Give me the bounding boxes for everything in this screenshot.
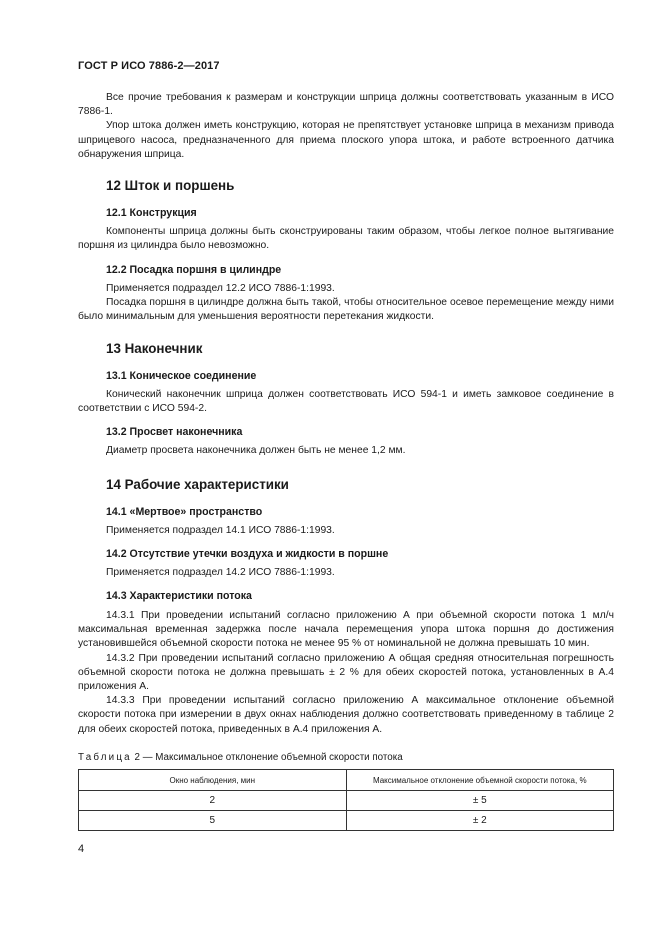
flow-deviation-table: [78, 769, 614, 831]
paragraph: Конический наконечник шприца должен соответствовать ИСО 594-1 и иметь замковое соединение в соответствии с ИСО 594-2.: [78, 389, 614, 415]
page-number: 4: [78, 843, 85, 855]
document-header: ГОСТ Р ИСО 7886-2—2017: [78, 60, 220, 72]
table-caption-text: 2 — Максимальное отклонение объемной скорости потока: [134, 752, 403, 763]
table-cell: ± 2: [346, 811, 614, 831]
section-12-2-text: [78, 282, 614, 325]
section-14-1-text: [78, 524, 614, 538]
paragraph: Посадка поршня в цилиндре должна быть такой, чтобы относительное осевое перемещение между ними было минимальным для уменьшения вероятности перетекания жидкости.: [78, 297, 614, 323]
section-13-1-text: [78, 388, 614, 416]
table-header-cell: Окно наблюдения, мин: [79, 770, 347, 791]
subsection-heading-12-1: 12.1 Конструкция: [106, 207, 197, 219]
subsection-heading-12-2: 12.2 Посадка поршня в цилиндре: [106, 264, 282, 276]
paragraph: 14.3.3 При проведении испытаний согласно приложению А максимальное отклонение объемной скорости потока при измерении в двух окнах наблюдения должно соответствовать приведенному в таблице 2 для обеих скоростей потока, приведенных в А.4 приложения А.: [78, 695, 614, 735]
section-heading-13: 13 Наконечник: [106, 341, 203, 356]
section-14-3-text: [78, 609, 614, 737]
paragraph: Применяется подраздел 14.2 ИСО 7886-1:1993.: [106, 567, 335, 578]
paragraph: Все прочие требования к размерам и конструкции шприца должны соответствовать указанным в ИСО 7886-1.: [78, 92, 614, 118]
section-13-2-text: [78, 444, 614, 458]
table-cell: 2: [79, 791, 347, 811]
section-14-2-text: [78, 566, 614, 580]
paragraph: Применяется подраздел 12.2 ИСО 7886-1:1993.: [106, 283, 335, 294]
paragraph: Диаметр просвета наконечника должен быть не менее 1,2 мм.: [106, 445, 406, 456]
paragraph: 14.3.2 При проведении испытаний согласно приложению А общая средняя относительная погрешность объемной скорости потока не должна превышать ± 2 % для обеих скоростей потока, установленных в А.4 приложения А.: [78, 652, 614, 693]
subsection-heading-14-3: 14.3 Характеристики потока: [106, 590, 252, 602]
table-row: [79, 811, 614, 831]
intro-text: [78, 91, 614, 162]
table-caption: [78, 752, 403, 763]
paragraph: Упор штока должен иметь конструкцию, которая не препятствует установке шприца в механизм привода шприцевого насоса, предназначенного для приема плоского упора штока, и работе встроенного датчика обнаружения шприца.: [78, 120, 614, 160]
table-caption-label: Таблица: [78, 752, 132, 763]
table-cell: ± 5: [346, 791, 614, 811]
section-heading-12: 12 Шток и поршень: [106, 178, 235, 193]
paragraph: 14.3.1 При проведении испытаний согласно приложению А при объемной скорости потока 1 мл/ч максимальная временная задержка после начала перемещения упора штока поршня до достижения установившейся объемной скорости потока не менее 95 % от номинальной не должна превышать 10 мин.: [78, 610, 614, 650]
subsection-heading-14-2: 14.2 Отсутствие утечки воздуха и жидкости в поршне: [106, 548, 389, 560]
subsection-heading-14-1: 14.1 «Мертвое» пространство: [106, 506, 263, 518]
table-header-cell: Максимальное отклонение объемной скорости потока, %: [346, 770, 614, 791]
section-12-1-text: [78, 225, 614, 253]
table-header-row: [79, 770, 614, 791]
section-heading-14: 14 Рабочие характеристики: [106, 477, 289, 492]
paragraph: Применяется подраздел 14.1 ИСО 7886-1:1993.: [106, 525, 335, 536]
subsection-heading-13-1: 13.1 Коническое соединение: [106, 370, 257, 382]
table-cell: 5: [79, 811, 347, 831]
table-row: [79, 791, 614, 811]
paragraph: Компоненты шприца должны быть сконструированы таким образом, чтобы легкое полное вытягивание поршня из цилиндра было невозможно.: [78, 226, 614, 252]
subsection-heading-13-2: 13.2 Просвет наконечника: [106, 426, 243, 438]
